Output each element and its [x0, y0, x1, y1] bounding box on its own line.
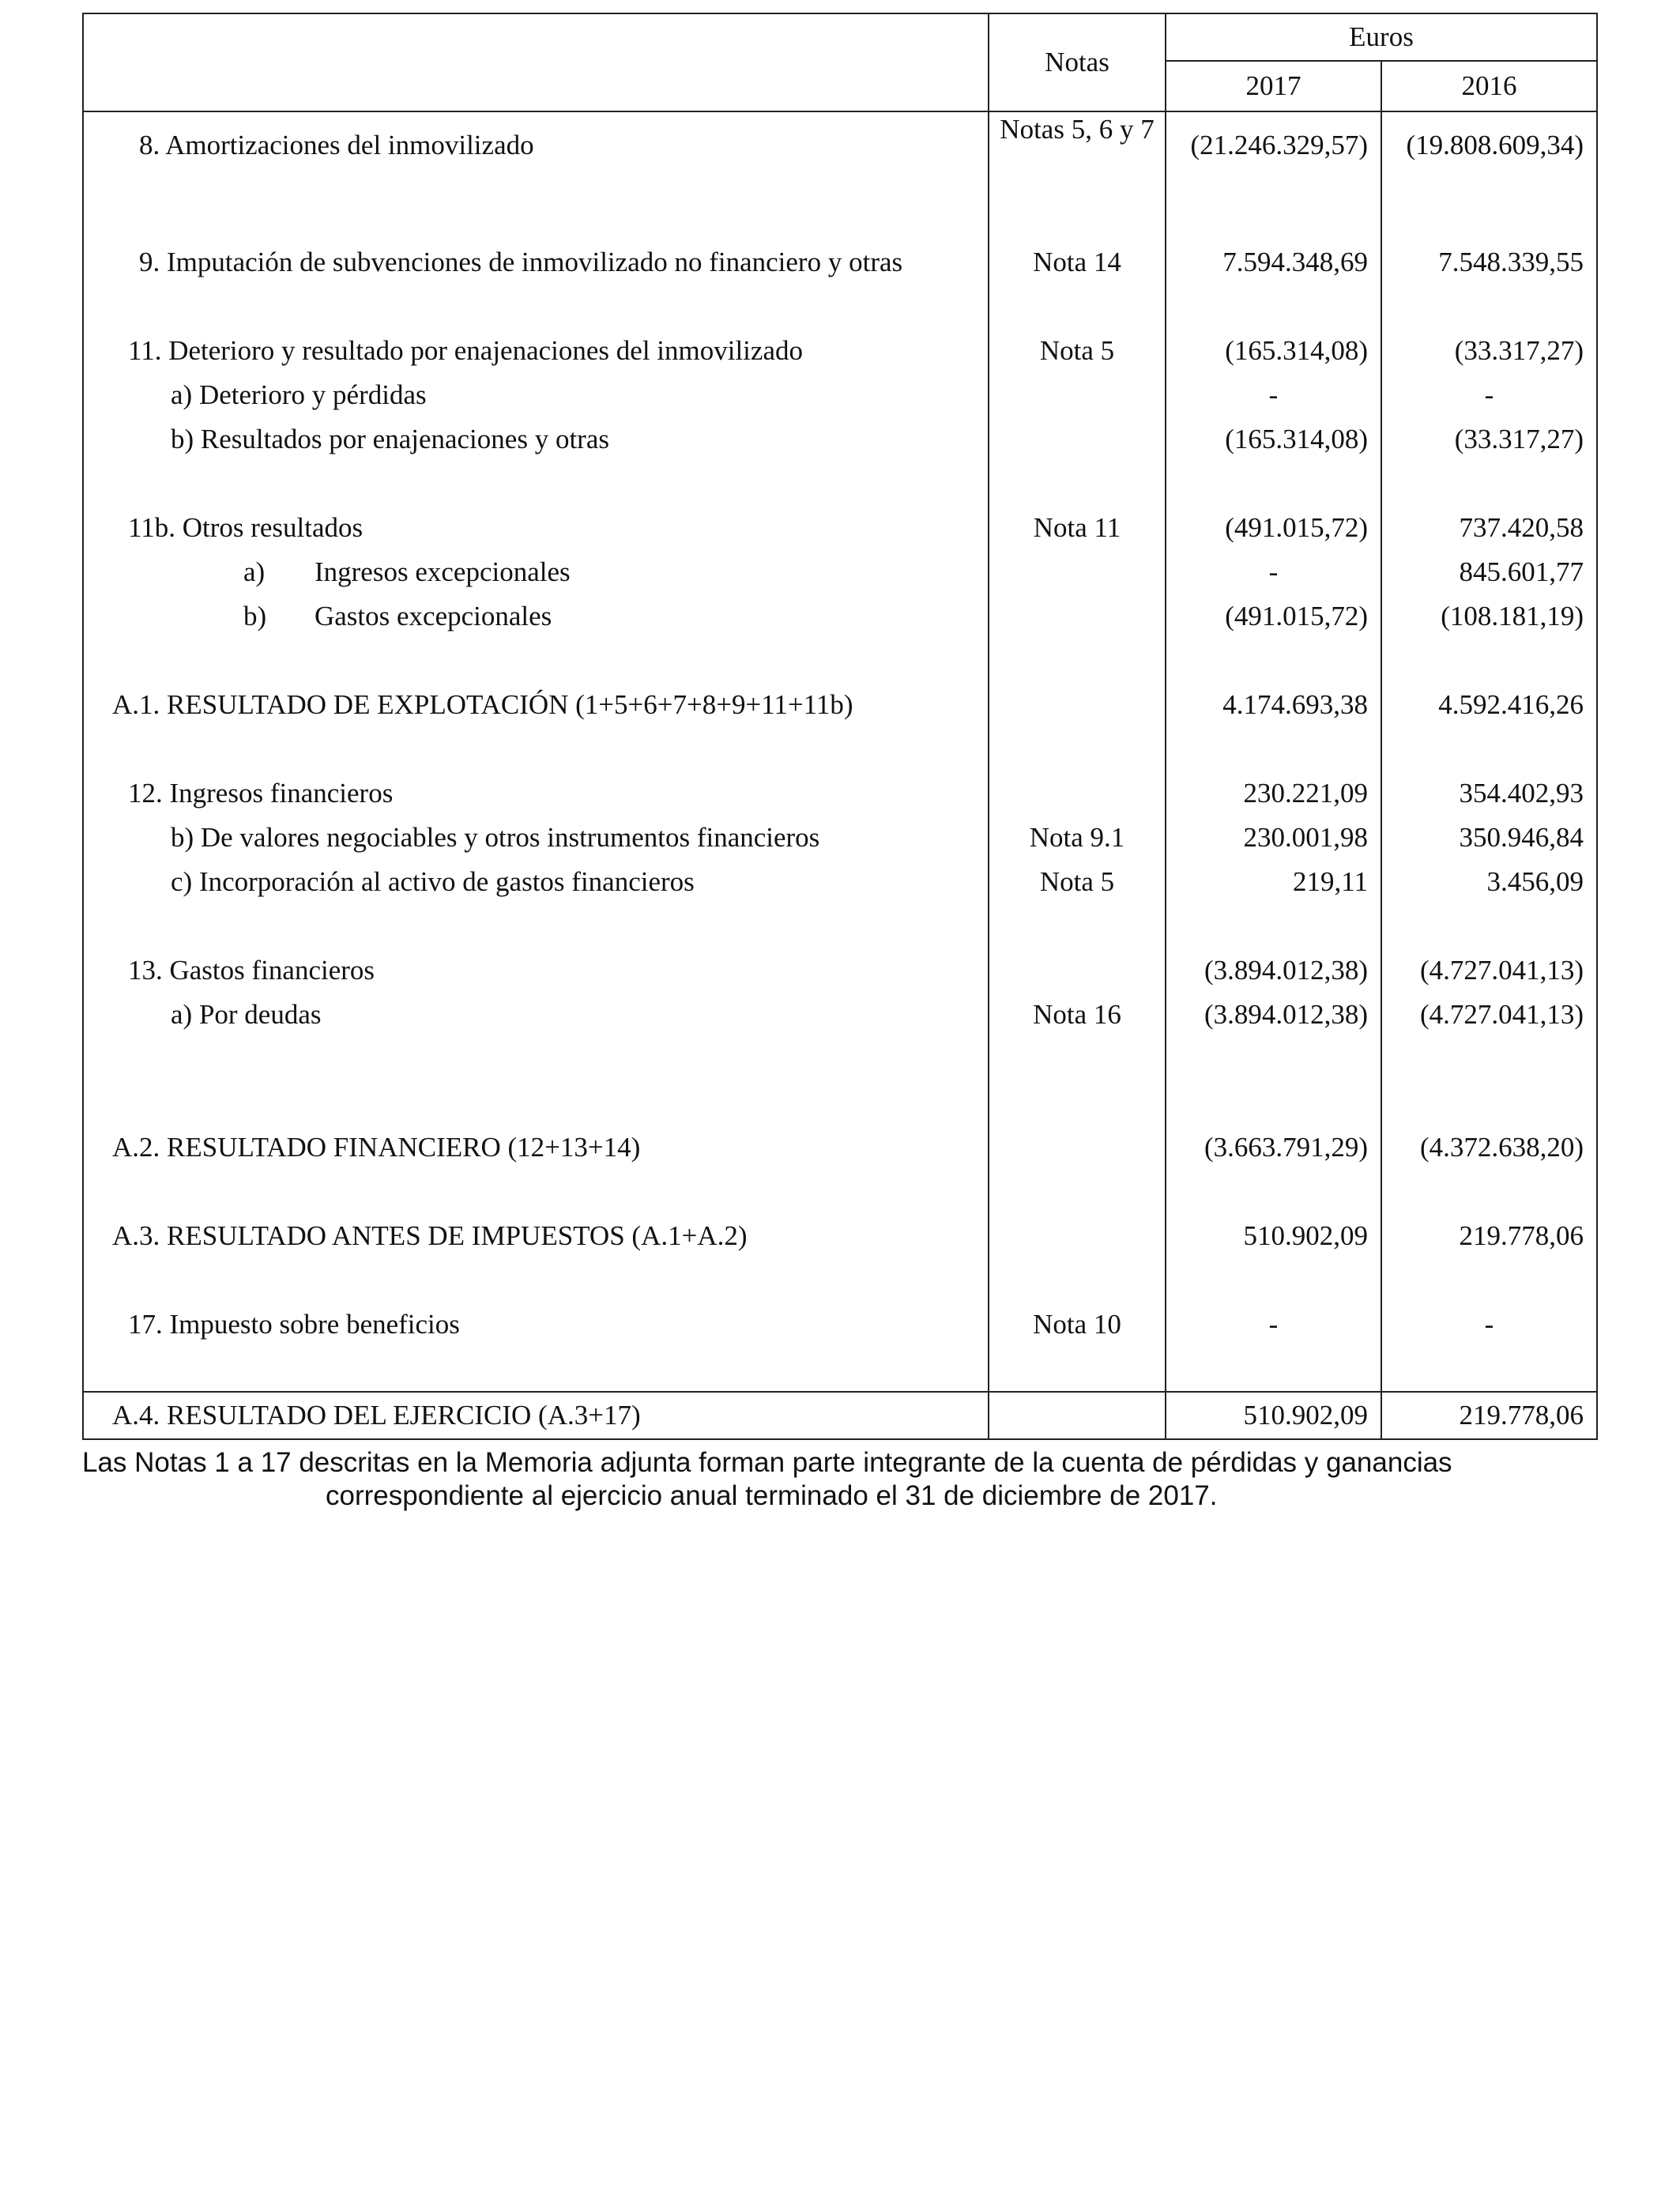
row-value-2017: - [1166, 1302, 1381, 1347]
row-value-2016: 350.946,84 [1381, 816, 1597, 860]
row-notes: Nota 16 [989, 993, 1166, 1037]
row-concept: 8. Amortizaciones del inmovilizado [83, 111, 989, 196]
spacer-row [83, 196, 1597, 240]
spacer-row [83, 1347, 1597, 1392]
row-value-2016: (33.317,27) [1381, 329, 1597, 373]
total-notes [989, 1392, 1166, 1439]
table-row [83, 683, 1597, 727]
row-letter: b) [243, 601, 267, 631]
row-notes [989, 1214, 1166, 1258]
row-label: Gastos excepcionales [315, 601, 552, 631]
row-value-2017: (491.015,72) [1166, 594, 1381, 639]
row-concept: A.1. RESULTADO DE EXPLOTACIÓN (1+5+6+7+8+9+11+11b) [83, 683, 989, 727]
row-notes: Nota 5 [989, 860, 1166, 904]
spacer-row [83, 1081, 1597, 1125]
row-concept: 11. Deterioro y resultado por enajenaciones del inmovilizado [83, 329, 989, 373]
total-concept: A.4. RESULTADO DEL EJERCICIO (A.3+17) [83, 1392, 989, 1439]
row-value-2016: 219.778,06 [1381, 1214, 1597, 1258]
row-value-2017: 4.174.693,38 [1166, 683, 1381, 727]
row-value-2016: (19.808.609,34) [1381, 111, 1597, 196]
table-row [83, 594, 1597, 639]
row-value-2017: (165.314,08) [1166, 329, 1381, 373]
row-value-2016: 4.592.416,26 [1381, 683, 1597, 727]
row-value-2017: (491.015,72) [1166, 506, 1381, 550]
table-row [83, 1125, 1597, 1170]
row-concept: A.2. RESULTADO FINANCIERO (12+13+14) [83, 1125, 989, 1170]
spacer-row [83, 462, 1597, 506]
spacer-row [83, 1170, 1597, 1214]
row-value-2016: - [1381, 373, 1597, 417]
table-row [83, 417, 1597, 462]
row-notes [989, 594, 1166, 639]
row-value-2017: (3.894.012,38) [1166, 948, 1381, 993]
row-concept: 9. Imputación de subvenciones de inmovilizado no financiero y otras [83, 240, 989, 285]
row-notes: Nota 14 [989, 240, 1166, 285]
row-notes [989, 373, 1166, 417]
spacer-row [83, 285, 1597, 329]
table-row [83, 816, 1597, 860]
row-value-2017: (3.894.012,38) [1166, 993, 1381, 1037]
row-notes: Nota 10 [989, 1302, 1166, 1347]
row-concept: a) Deterioro y pérdidas [83, 373, 989, 417]
row-letter: a) [243, 556, 266, 587]
row-notes: Nota 9.1 [989, 816, 1166, 860]
row-value-2016: (4.727.041,13) [1381, 948, 1597, 993]
row-concept: 11b. Otros resultados [83, 506, 989, 550]
row-notes [989, 948, 1166, 993]
row-value-2016: (108.181,19) [1381, 594, 1597, 639]
row-value-2016: - [1381, 1302, 1597, 1347]
table-row [83, 506, 1597, 550]
row-concept: a) Por deudas [83, 993, 989, 1037]
year-2017-header: 2017 [1166, 61, 1381, 111]
row-concept: A.3. RESULTADO ANTES DE IMPUESTOS (A.1+A.2) [83, 1214, 989, 1258]
row-concept: 13. Gastos financieros [83, 948, 989, 993]
total-value-2016: 219.778,06 [1381, 1392, 1597, 1439]
row-value-2016: (4.727.041,13) [1381, 993, 1597, 1037]
spacer-row [83, 1037, 1597, 1081]
row-value-2016: 3.456,09 [1381, 860, 1597, 904]
spacer-row [83, 904, 1597, 948]
spacer-row [83, 1258, 1597, 1302]
row-notes: Nota 5 [989, 329, 1166, 373]
income-statement-table [82, 13, 1598, 1440]
row-concept: b) De valores negociables y otros instrumentos financieros [83, 816, 989, 860]
row-value-2017: 230.221,09 [1166, 771, 1381, 816]
table-row [83, 240, 1597, 285]
row-notes [989, 1125, 1166, 1170]
table-row [83, 948, 1597, 993]
row-value-2017: (3.663.791,29) [1166, 1125, 1381, 1170]
row-value-2016: 7.548.339,55 [1381, 240, 1597, 285]
row-value-2017: 230.001,98 [1166, 816, 1381, 860]
row-concept: b) Resultados por enajenaciones y otras [83, 417, 989, 462]
year-2016-header: 2016 [1381, 61, 1597, 111]
row-value-2017: - [1166, 373, 1381, 417]
row-notes [989, 771, 1166, 816]
row-notes: Nota 11 [989, 506, 1166, 550]
currency-header: Euros [1166, 13, 1597, 61]
table-row [83, 329, 1597, 373]
row-concept: 17. Impuesto sobre beneficios [83, 1302, 989, 1347]
row-concept: c) Incorporación al activo de gastos financieros [83, 860, 989, 904]
table-row [83, 860, 1597, 904]
table-row [83, 1302, 1597, 1347]
row-value-2016: 737.420,58 [1381, 506, 1597, 550]
spacer-row [83, 639, 1597, 683]
table-row [83, 373, 1597, 417]
row-notes [989, 417, 1166, 462]
row-concept [83, 550, 989, 594]
row-value-2017: (165.314,08) [1166, 417, 1381, 462]
row-notes [989, 683, 1166, 727]
table-row [83, 993, 1597, 1037]
row-notes [989, 550, 1166, 594]
row-value-2017: 510.902,09 [1166, 1214, 1381, 1258]
row-concept: 12. Ingresos financieros [83, 771, 989, 816]
total-row [83, 1392, 1597, 1439]
row-value-2017: - [1166, 550, 1381, 594]
table-row [83, 771, 1597, 816]
row-value-2016: 354.402,93 [1381, 771, 1597, 816]
row-concept [83, 594, 989, 639]
spacer-row [83, 727, 1597, 771]
footnote-line-2: correspondiente al ejercicio anual terminado el 31 de diciembre de 2017. [326, 1480, 1218, 1511]
row-label: Ingresos excepcionales [315, 556, 571, 587]
table-row [83, 1214, 1597, 1258]
row-value-2017: 219,11 [1166, 860, 1381, 904]
table-row [83, 111, 1597, 196]
footnote-line-1: Las Notas 1 a 17 descritas en la Memoria adjunta forman parte integrante de la cuenta de pérdidas y ganancias [82, 1447, 1452, 1478]
row-value-2016: (4.372.638,20) [1381, 1125, 1597, 1170]
row-value-2016: (33.317,27) [1381, 417, 1597, 462]
table-row [83, 550, 1597, 594]
row-value-2016: 845.601,77 [1381, 550, 1597, 594]
concept-header-cell [83, 13, 989, 111]
row-notes: Notas 5, 6 y 7 [989, 111, 1166, 196]
row-value-2017: 7.594.348,69 [1166, 240, 1381, 285]
notes-header: Notas [989, 13, 1166, 111]
total-value-2017: 510.902,09 [1166, 1392, 1381, 1439]
footnote [82, 1446, 1596, 1513]
row-value-2017: (21.246.329,57) [1166, 111, 1381, 196]
